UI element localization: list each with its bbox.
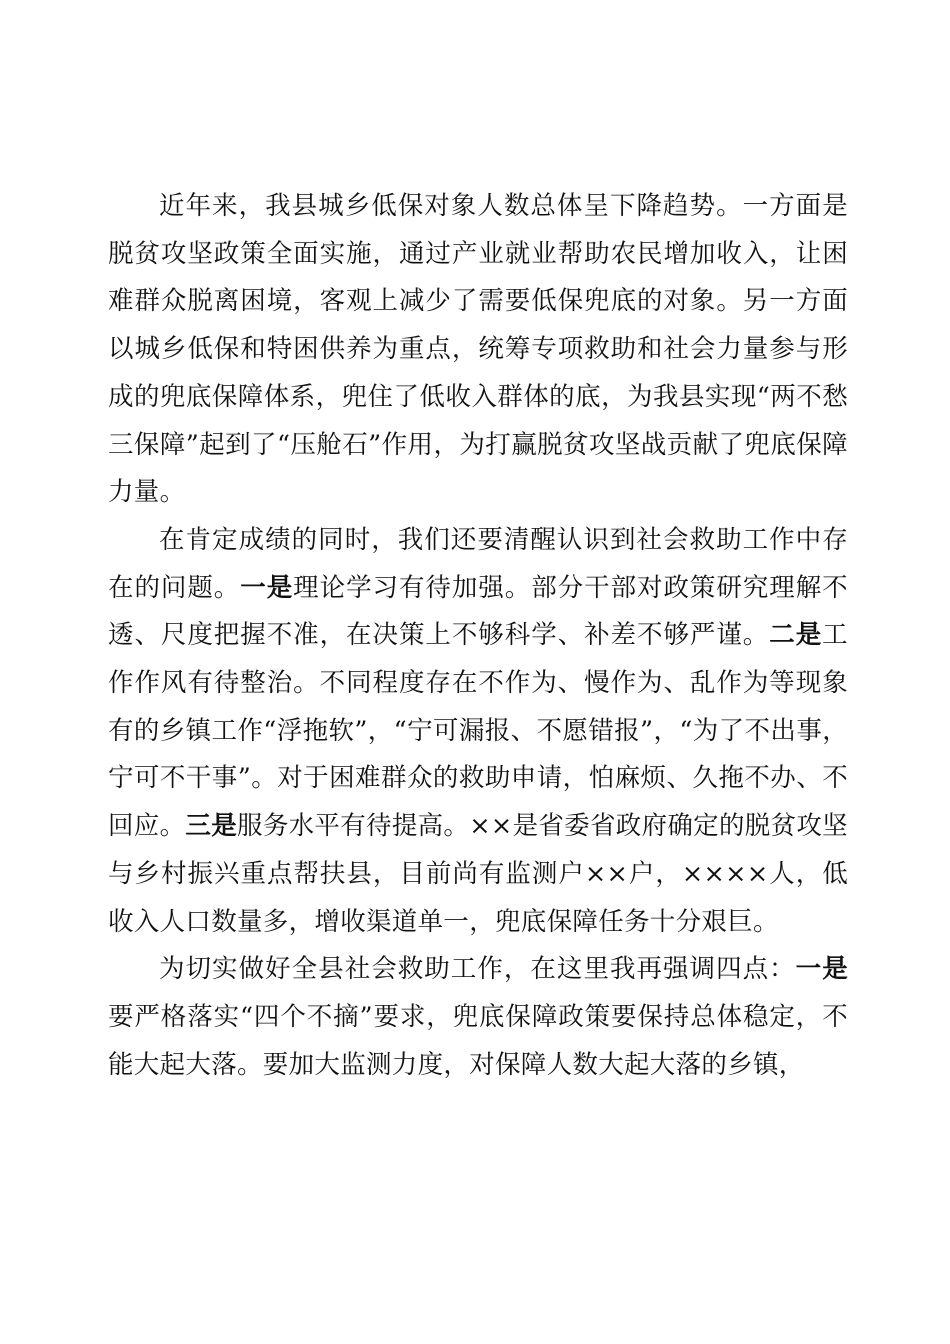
bold-marker-first: 一是 [240,572,294,603]
paragraph-text: 要严格落实“四个不摘”要求，兜底保障政策要保持总体稳定，不能大起大落。要加大监测力度，对保障人数大起大落的乡镇， [108,1001,848,1080]
paragraph-text: 服务水平有待提高。××是省委省政府确定的脱贫攻坚与乡村振兴重点帮扶县，目前尚有监测户××户，××××人，低收入人口数量多，增收渠道单一，兜底保障任务十分艰巨。 [108,811,848,937]
bold-marker-third: 三是 [185,811,238,842]
paragraph-text: 在肯定成绩的同时，我们还要清醒认识到社会救助工作中存在的问题。 [108,524,848,603]
bold-marker-second: 二是 [769,620,823,651]
paragraph-achievements [108,183,848,517]
paragraph-text: 工作作风有待整治。不同程度存在不作为、慢作为、乱作为等现象有的乡镇工作“浮拖软”，“宁可漏报、不愿错报”，“为了不出事，宁可不干事”。对于困难群众的救助申请，怕麻烦、久拖不办、不回应。 [108,620,848,842]
paragraph-requirements [108,946,848,1089]
paragraph-text: 近年来，我县城乡低保对象人数总体呈下降趋势。一方面是脱贫攻坚政策全面实施，通过产业就业帮助农民增加收入，让困难群众脱离困境，客观上减少了需要低保兜底的对象。另一方面以城乡低保和特困供养为重点，统筹专项救助和社会力量参与形成的兜底保障体系，兜住了低收入群体的底，为我县实现“两不愁三保障”起到了“压舱石”作用，为打赢脱贫攻坚战贡献了兜底保障力量。 [108,191,848,508]
document-body [108,183,848,1089]
bold-marker-first: 一是 [795,954,848,985]
paragraph-text: 理论学习有待加强。部分干部对政策研究理解不透、尺度把握不准，在决策上不够科学、补差不够严谨。 [108,572,848,651]
paragraph-text: 为切实做好全县社会救助工作，在这里我再强调四点： [159,954,796,985]
paragraph-problems [108,517,848,946]
